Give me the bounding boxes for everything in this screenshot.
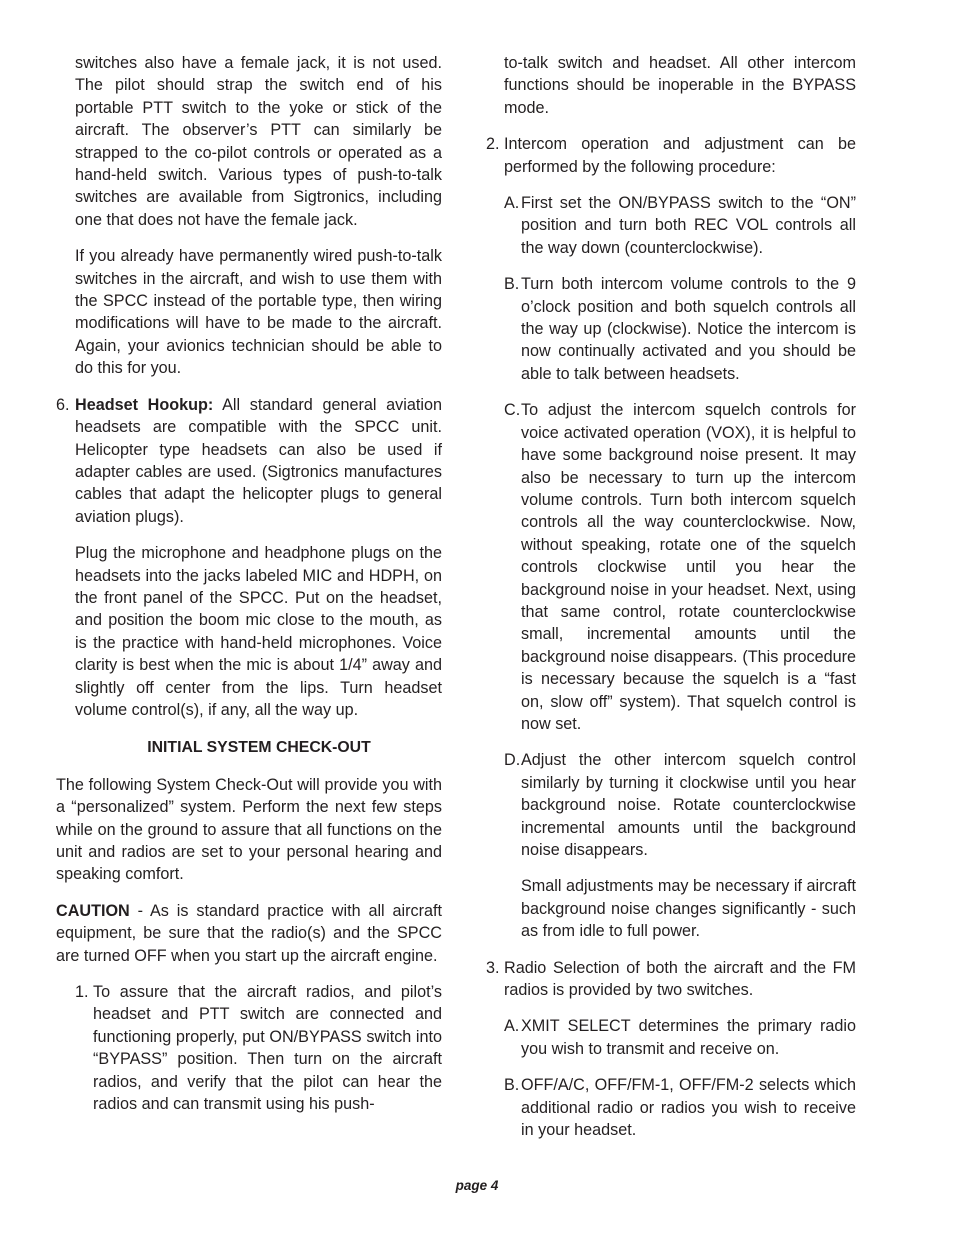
sub-item-2a (504, 192, 856, 259)
paragraph-step-1-continuation: to-talk switch and headset. All other intercom functions should be inoperable in the BYPASS mode. (504, 54, 856, 117)
item-title: Headset Hookup: (75, 395, 214, 414)
sub-item-text: XMIT SELECT determines the primary radio you wish to transmit and receive on. (521, 1017, 856, 1058)
sub-item-2c (504, 399, 856, 735)
item-number: 3. (486, 958, 500, 977)
sub-item-letter: C. (504, 401, 521, 420)
item-body (75, 394, 442, 528)
right-column (486, 52, 856, 1155)
paragraph-plug-headsets: Plug the microphone and headphone plugs on the headsets into the jacks labeled MIC and HDPH, on the front panel of the SPCC. Put on the headset, and position the boom mic close to the mouth, as is the practice with hand-held microphones. Voice clarity is best when the mic is about 1/4” away and slightly off center from the lips. Turn headset volume control(s), if any, all the way up. (75, 544, 442, 719)
sub-item-text: To adjust the intercom squelch controls for voice activated operation (VOX), it is helpful to have some background noise present. It may also be necessary to turn up the intercom volume controls. Turn both intercom squelch controls all the way counterclockwise. Now, without speaking, rotate one of the squelch controls clockwise until you hear the background noise in your headset. Next, using that same control, rotate counterclockwise small, incremental amounts until the background noise disappears. (This procedure is necessary because the squelch is a “fast on, slow off” system). That squelch control is now set. (521, 401, 856, 733)
item-number: 1. (75, 983, 89, 1002)
list-item-step-3 (486, 957, 856, 1002)
paragraph-switch-continuation: switches also have a female jack, it is not used. The pilot should strap the switch end of his portable PTT switch to the yoke or stick of the aircraft. The observer’s PTT can similarly be strapped to the co-pilot controls or operated as a hand-held switch. Various types of push-to-talk switches are available from Sigtronics, including one that does not have the female jack. (75, 54, 442, 229)
item-text: All standard general aviation headsets are compatible with the SPCC unit. Helicopter type headsets can also be used if adapter cables are used. (Sigtronics manufactures cables that adapt the helicopter plugs to general aviation plugs). (75, 395, 442, 526)
paragraph-checkout-intro: The following System Check-Out will provide you with a “personalized” system. Perform the next few steps while on the ground to assure that all functions on the unit and radios are set to your personal hearing and speaking comfort. (56, 775, 442, 884)
left-column (56, 52, 442, 1129)
list-item-headset-hookup (56, 394, 442, 528)
caution-paragraph (56, 900, 442, 967)
section-heading: INITIAL SYSTEM CHECK-OUT (147, 739, 371, 757)
sub-item-text: OFF/A/C, OFF/FM-1, OFF/FM-2 selects which additional radio or radios you wish to receive in your headset. (521, 1076, 856, 1140)
item-text: Intercom operation and adjustment can be performed by the following procedure: (504, 135, 856, 176)
item-number: 2. (486, 135, 500, 154)
list-item-step-1 (75, 981, 442, 1115)
list-item-step-2 (486, 133, 856, 178)
sub-item-3b (504, 1074, 856, 1141)
paragraph-wired-ptt: If you already have permanently wired push-to-talk switches in the aircraft, and wish to use them with the SPCC instead of the portable type, then wiring modifications will have to be made to the aircraft. Again, your avionics technician should be able to do this for you. (75, 247, 442, 378)
sub-item-letter: A. (504, 194, 520, 213)
sub-item-letter: B. (504, 275, 520, 294)
caution-label: CAUTION (56, 901, 130, 920)
sub-item-2d (504, 749, 856, 861)
sub-item-2b (504, 273, 856, 385)
sub-item-letter: D. (504, 751, 521, 770)
item-text: To assure that the aircraft radios, and pilot’s headset and PTT switch are connected and functioning properly, put ON/BYPASS switch into “BYPASS” position. Then turn on the aircraft radios, and verify that the pilot can hear the radios and can transmit using his push- (93, 983, 442, 1114)
sub-item-3a (504, 1015, 856, 1060)
page-number: page 4 (455, 1178, 499, 1193)
sub-item-letter: A. (504, 1017, 520, 1036)
caution-text: - As is standard practice with all aircraft equipment, be sure that the radio(s) and the SPCC are turned OFF when you start up the aircraft engine. (56, 901, 442, 965)
sub-item-text: First set the ON/BYPASS switch to the “ON” position and turn both REC VOL controls all the way down (counterclockwise). (521, 194, 856, 257)
item-text: Radio Selection of both the aircraft and the FM radios is provided by two switches. (504, 958, 856, 1000)
paragraph-adjustment-note: Small adjustments may be necessary if aircraft background noise changes significantly - such as from idle to full power. (521, 877, 856, 941)
sub-item-text: Turn both intercom volume controls to the 9 o’clock position and both squelch controls all the way up (clockwise). Notice the intercom is now continually activated and you should be able to talk between headsets. (521, 275, 856, 383)
sub-item-letter: B. (504, 1076, 520, 1095)
item-number: 6. (56, 395, 70, 414)
sub-item-text: Adjust the other intercom squelch control similarly by turning it clockwise until you hear background noise. Rotate counterclockwise incremental amounts until the background noise disappears. (521, 751, 856, 859)
